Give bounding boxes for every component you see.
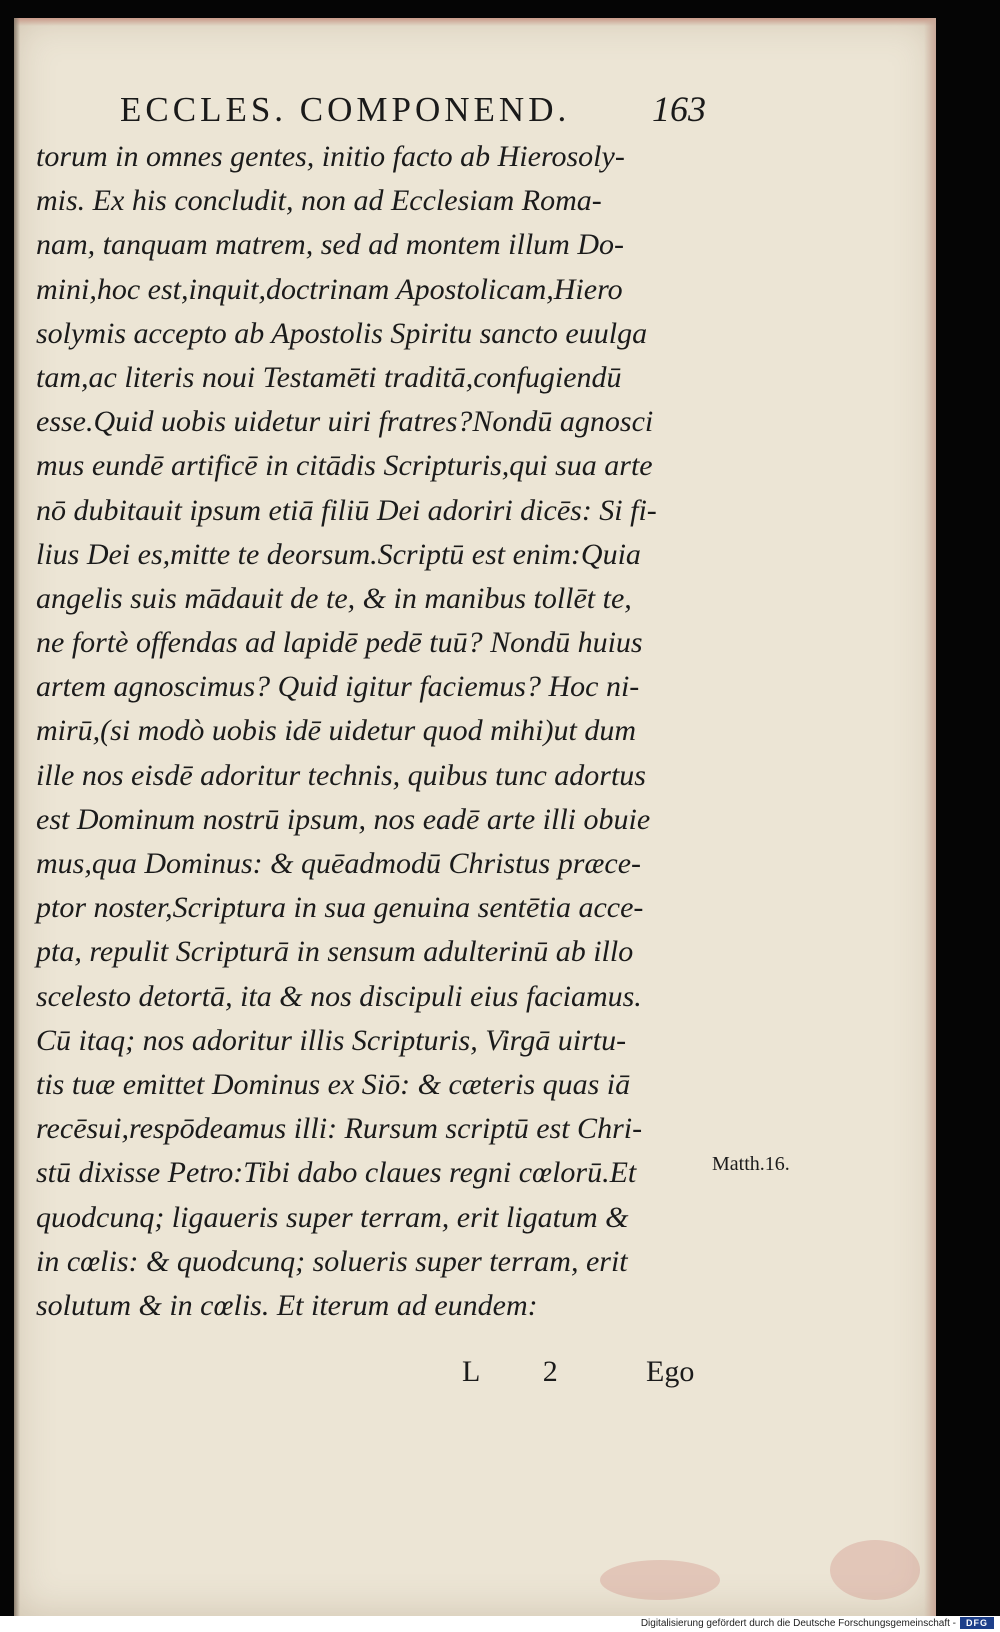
text-line: ptor noster,Scriptura in sua genuina sentētia acce- [36, 891, 644, 925]
text-line: mis. Ex his concludit, non ad Ecclesiam Roma- [36, 184, 602, 218]
text-line: tis tuæ emittet Dominus ex Siō: & cæteris quas iā [36, 1067, 631, 1101]
page-edge-left [14, 18, 20, 1616]
text-line: est Dominum nostrū ipsum, nos eadē arte illi obuie [36, 802, 651, 836]
page-edge-top [14, 18, 936, 26]
text-line: nō dubitauit ipsum etiā filiū Dei adoriri dicēs: Si fi- [36, 493, 657, 527]
running-head: ECCLES. COMPONEND. [120, 90, 571, 129]
text-line: mus,qua Dominus: & quēadmodū Christus præce- [36, 847, 641, 880]
page-stain [830, 1540, 920, 1600]
page-number: 163 [652, 89, 706, 129]
catchword: Ego [646, 1355, 695, 1388]
marginal-note: Matth.16. [712, 1153, 790, 1175]
page-stain [600, 1560, 720, 1600]
dfg-logo: DFG [960, 1617, 994, 1629]
text-line: recēsui,respōdeamus illi: Rursum scriptū est Chri- [36, 1112, 643, 1146]
footer-credit: Digitalisierung gefördert durch die Deutsche Forschungsgemeinschaft - [640, 1618, 956, 1629]
text-line: ne fortè offendas ad lapidē pedē tuū? Nondū huius [36, 626, 643, 660]
text-line: mus eundē artificē in citādis Scripturis,qui sua arte [36, 449, 653, 483]
text-line: mirū,(si modò uobis idē uidetur quod mihi)ut dum [36, 714, 636, 748]
text-line: torum in omnes gentes, initio facto ab Hierosoly- [36, 140, 625, 173]
signature-mark: L 2 [462, 1355, 586, 1388]
text-line: esse.Quid uobis uidetur uiri fratres?Nondū agnosci [36, 405, 654, 439]
text-line: ille nos eisdē adoritur technis, quibus tunc adortus [36, 758, 646, 792]
text-line: solutum & in cœlis. Et iterum ad eundem: [36, 1288, 538, 1322]
text-line: stū dixisse Petro:Tibi dabo claues regni cœlorū.Et [36, 1156, 637, 1190]
text-line: quodcunq; ligaueris super terram, erit ligatum & [36, 1200, 629, 1234]
body-text [36, 135, 706, 1328]
text-line: solymis accepto ab Apostolis Spiritu sancto euulga [36, 316, 648, 350]
text-line: tam,ac literis noui Testamēti traditā,confugiendū [36, 360, 622, 394]
text-line: scelesto detortā, ita & nos discipuli eius faciamus. [36, 979, 642, 1013]
text-line: Cū itaq; nos adoritur illis Scripturis, Virgā uirtu- [36, 1023, 627, 1057]
text-line: artem agnoscimus? Quid igitur faciemus? Hoc ni- [36, 670, 640, 704]
text-line: in cœlis: & quodcunq; solueris super terram, erit [36, 1244, 628, 1278]
page-edge-right [924, 18, 936, 1616]
text-line: lius Dei es,mitte te deorsum.Scriptū est enim:Quia [36, 537, 641, 571]
text-line: nam, tanquam matrem, sed ad montem illum Do- [36, 228, 625, 262]
text-line: pta, repulit Scripturā in sensum adulterinū ab illo [36, 935, 634, 969]
text-line: angelis suis mādauit de te, & in manibus tollēt te, [36, 581, 632, 615]
text-line: mini,hoc est,inquit,doctrinam Apostolicam,Hiero [36, 272, 623, 306]
